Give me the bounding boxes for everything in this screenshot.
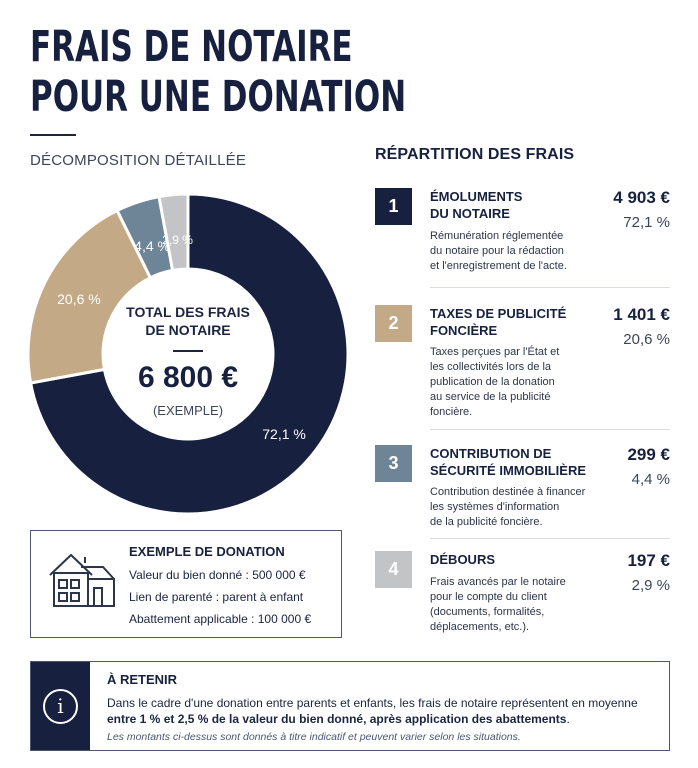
fee-item-desc-line: publication de la donation bbox=[430, 376, 555, 388]
fee-item-title-line2: FONCIÈRE bbox=[430, 323, 498, 338]
fee-item-desc-line: foncière. bbox=[430, 406, 473, 418]
page-title bbox=[30, 22, 406, 122]
fee-item-3 bbox=[375, 445, 670, 535]
donut-chart bbox=[27, 193, 349, 515]
fee-item-desc-line: les collectivités lors de la bbox=[430, 361, 552, 373]
fee-item-desc-line: déplacements, etc.). bbox=[430, 621, 530, 633]
key-takeaway-title: À RETENIR bbox=[107, 672, 178, 687]
fee-item-percentage: 20,6 % bbox=[623, 331, 670, 348]
title-underline bbox=[30, 134, 76, 136]
fee-item-desc-line: les systèmes d'information bbox=[430, 501, 560, 513]
donation-example-relationship: Lien de parenté : parent à enfant bbox=[129, 590, 304, 604]
fee-item-title bbox=[430, 188, 522, 222]
donut-center-title-line1: TOTAL DES FRAIS bbox=[126, 304, 250, 320]
fee-item-title-line1: DÉBOURS bbox=[430, 552, 496, 567]
divider bbox=[430, 429, 670, 430]
donut-slice-label: 72,1 % bbox=[262, 425, 306, 442]
fee-item-percentage: 72,1 % bbox=[623, 214, 670, 231]
donut-center-note: (EXEMPLE) bbox=[152, 403, 224, 418]
divider bbox=[430, 538, 670, 539]
fee-item-number-badge: 2 bbox=[375, 305, 412, 342]
key-takeaway-text-start: Dans le cadre d'une donation entre parents et enfants, les frais de notaire représentent en moyenne bbox=[107, 696, 638, 710]
fee-item-desc-line: Contribution destinée à financer bbox=[430, 486, 586, 498]
key-takeaway-text-end: . bbox=[566, 712, 570, 726]
fee-item-number-badge: 4 bbox=[375, 551, 412, 588]
fee-item-amount: 4 903 € bbox=[613, 188, 670, 207]
donation-example-title: EXEMPLE DE DONATION bbox=[129, 544, 285, 559]
fee-item-title-line1: TAXES DE PUBLICITÉ bbox=[430, 306, 567, 321]
fee-item-desc-line: Taxes perçues par l'État et bbox=[430, 346, 560, 358]
fee-item-desc-line: Frais avancés par le notaire bbox=[430, 576, 566, 588]
fee-item-title-line2: SÉCURITÉ IMMOBILIÈRE bbox=[430, 463, 587, 478]
key-takeaway-disclaimer: Les montants ci-dessus sont donnés à titre indicatif et peuvent varier selon les situations. bbox=[107, 731, 521, 743]
fee-item-desc-line: et l'enregistrement de l'acte. bbox=[430, 260, 567, 272]
info-icon: i bbox=[43, 689, 78, 724]
section-heading-breakdown: DÉCOMPOSITION DÉTAILLÉE bbox=[30, 152, 247, 169]
fee-item-title-line2: DU NOTAIRE bbox=[430, 206, 510, 221]
section-heading-distribution: RÉPARTITION DES FRAIS bbox=[375, 146, 575, 163]
fee-item-desc-line: pour le compte du client bbox=[430, 591, 547, 603]
fee-item-description bbox=[430, 345, 559, 420]
fee-item-title bbox=[430, 445, 586, 479]
donut-center-divider bbox=[173, 350, 203, 352]
fee-item-desc-line: Rémunération réglementée bbox=[430, 230, 564, 242]
donut-slice-label: 20,6 % bbox=[57, 291, 101, 308]
fee-item-title-line1: CONTRIBUTION DE bbox=[430, 446, 552, 461]
fee-item-amount: 197 € bbox=[627, 551, 670, 570]
fee-item-2 bbox=[375, 305, 670, 425]
fee-item-description bbox=[430, 229, 567, 274]
fee-item-number-badge: 1 bbox=[375, 188, 412, 225]
page-title-line2: POUR UNE DONATION bbox=[30, 72, 407, 122]
fee-item-number-badge: 3 bbox=[375, 445, 412, 482]
donut-slice-label: 4,4 % bbox=[134, 237, 170, 254]
donut-slice-label: 2,9 % bbox=[162, 233, 193, 248]
donation-example-allowance: Abattement applicable : 100 000 € bbox=[129, 612, 312, 626]
divider bbox=[430, 287, 670, 288]
fee-item-4 bbox=[375, 551, 670, 641]
fee-item-desc-line: de la publicité foncière. bbox=[430, 516, 543, 528]
key-takeaway-text bbox=[107, 695, 662, 727]
fee-item-title bbox=[430, 305, 566, 339]
key-takeaway-text-bold: entre 1 % et 2,5 % de la valeur du bien donné, après application des abattements bbox=[107, 712, 567, 726]
fee-item-desc-line: au service de la publicité bbox=[430, 391, 551, 403]
donation-example-value: Valeur du bien donné : 500 000 € bbox=[129, 568, 306, 582]
fee-item-title-line1: ÉMOLUMENTS bbox=[430, 189, 523, 204]
fee-item-1 bbox=[375, 188, 670, 283]
fee-item-desc-line: (documents, formalités, bbox=[430, 606, 545, 618]
donut-center-amount: 6 800 € bbox=[137, 361, 239, 394]
fee-item-amount: 299 € bbox=[627, 445, 670, 464]
key-takeaway-sidebar bbox=[31, 662, 90, 750]
house-icon bbox=[47, 549, 117, 611]
fee-item-description bbox=[430, 485, 585, 530]
page-title-line1: FRAIS DE NOTAIRE bbox=[30, 22, 353, 72]
key-takeaway-box bbox=[30, 661, 670, 751]
donut-center-title bbox=[27, 303, 349, 339]
donation-example-box bbox=[30, 530, 342, 638]
fee-item-percentage: 4,4 % bbox=[631, 471, 670, 488]
fee-item-percentage: 2,9 % bbox=[631, 577, 670, 594]
fee-item-desc-line: du notaire pour la rédaction bbox=[430, 245, 564, 257]
donut-center-title-line2: DE NOTAIRE bbox=[145, 322, 231, 338]
fee-item-amount: 1 401 € bbox=[613, 305, 670, 324]
fee-item-title bbox=[430, 551, 495, 568]
fee-item-description bbox=[430, 575, 566, 635]
